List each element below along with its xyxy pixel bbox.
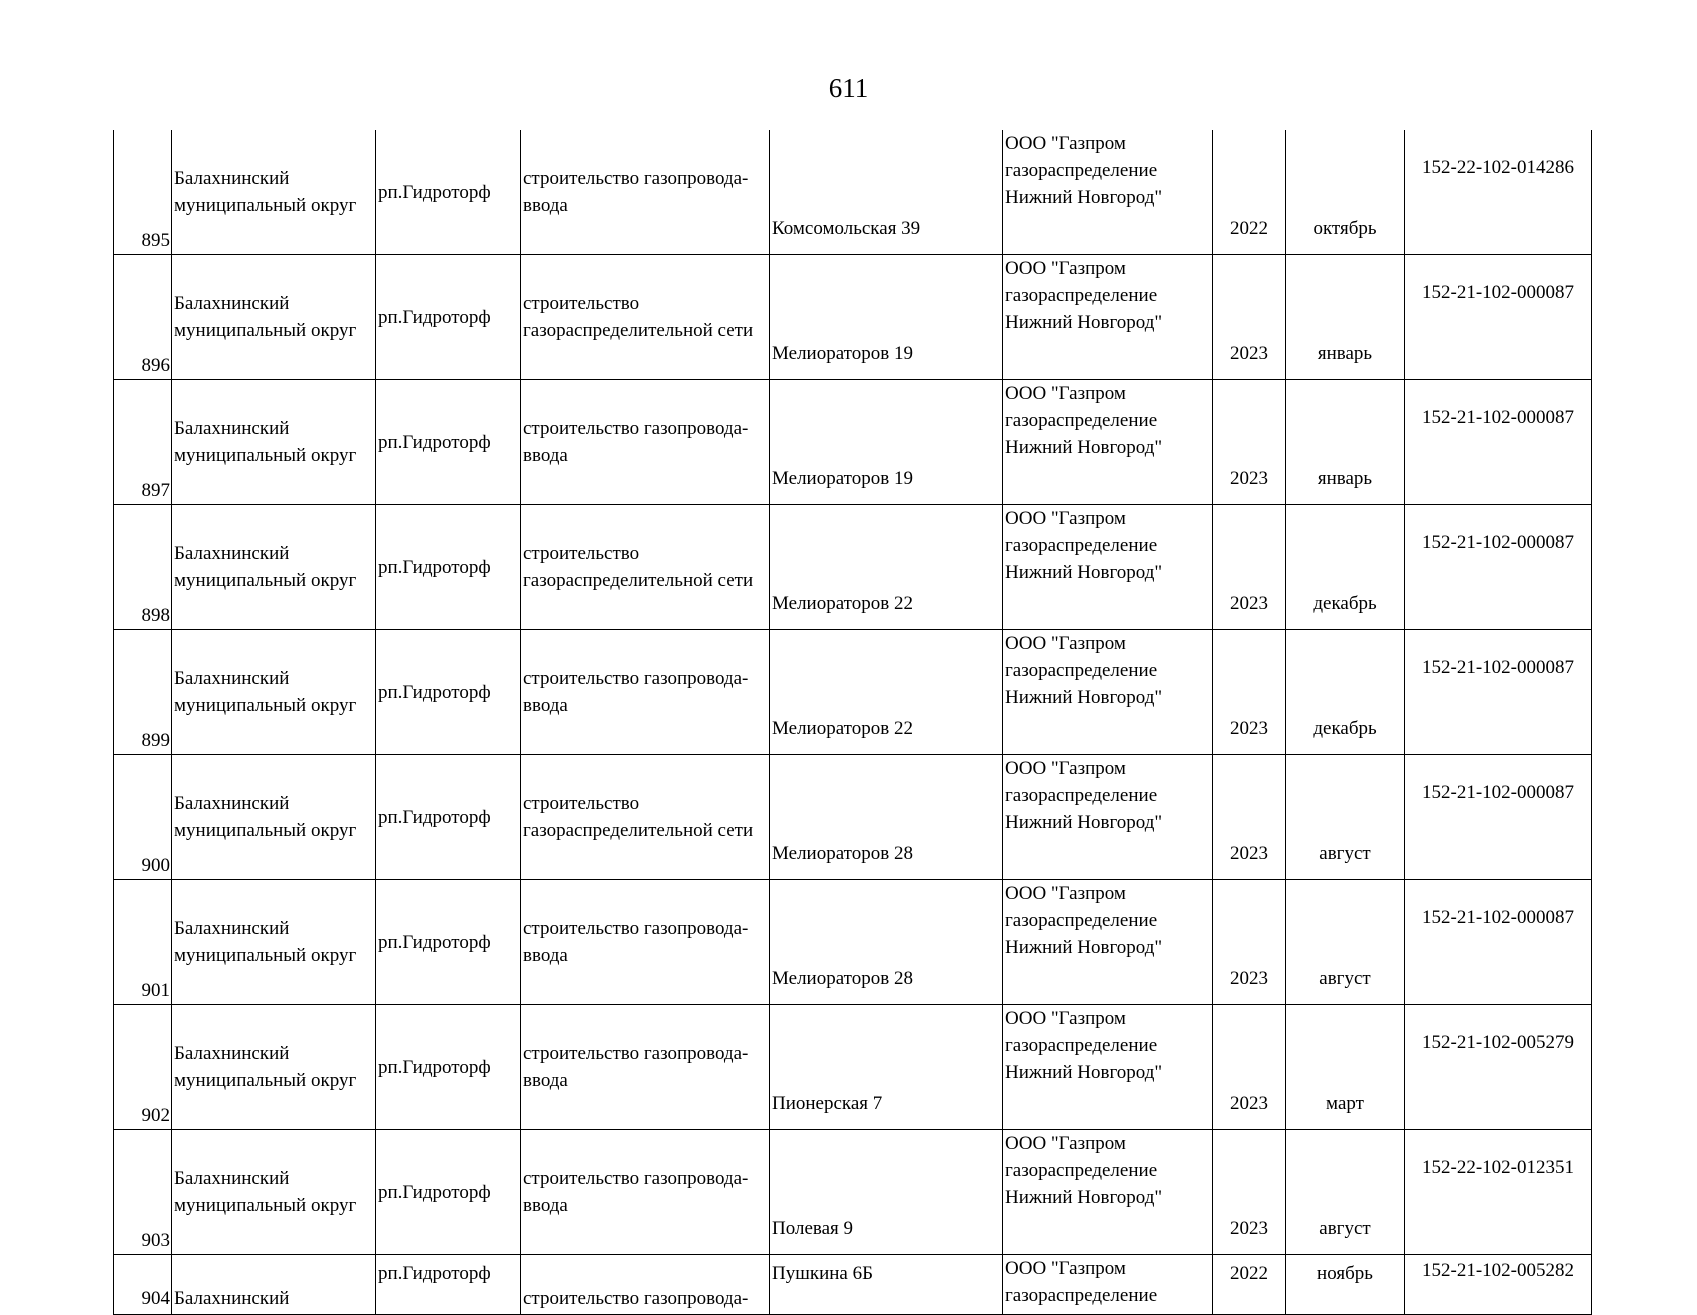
address-cell: Мелиораторов 28 — [770, 755, 1003, 880]
month-cell: август — [1286, 880, 1405, 1005]
row-number: 897 — [114, 380, 172, 505]
code-cell: 152-21-102-000087 — [1405, 505, 1592, 630]
month-cell: декабрь — [1286, 505, 1405, 630]
row-number: 900 — [114, 755, 172, 880]
organization-cell: ООО "Газпром газораспределение Нижний Новгород" — [1003, 630, 1213, 755]
month-cell: ноябрь — [1286, 1255, 1405, 1315]
work-type-cell: строительство газопровода- ввода — [521, 1130, 770, 1255]
work-type-cell: строительство газопровода- — [521, 1255, 770, 1315]
address-cell: Полевая 9 — [770, 1130, 1003, 1255]
table-row — [114, 1255, 1592, 1315]
row-number: 903 — [114, 1130, 172, 1255]
year-cell: 2023 — [1213, 505, 1286, 630]
row-number: 896 — [114, 255, 172, 380]
organization-cell: ООО "Газпром газораспределение Нижний Новгород" — [1003, 380, 1213, 505]
code-cell: 152-22-102-014286 — [1405, 130, 1592, 255]
year-cell: 2022 — [1213, 1255, 1286, 1315]
code-cell: 152-21-102-000087 — [1405, 630, 1592, 755]
page-number: 611 — [828, 73, 869, 103]
address-cell: Мелиораторов 22 — [770, 630, 1003, 755]
organization-cell: ООО "Газпром газораспределение — [1003, 1255, 1213, 1315]
settlement-cell: рп.Гидроторф — [376, 880, 521, 1005]
district-cell: Балахнинский муниципальный округ — [172, 130, 376, 255]
work-type-cell: строительство газопровода- ввода — [521, 630, 770, 755]
table-row — [114, 1130, 1592, 1255]
year-cell: 2023 — [1213, 755, 1286, 880]
organization-cell: ООО "Газпром газораспределение Нижний Новгород" — [1003, 505, 1213, 630]
row-number: 898 — [114, 505, 172, 630]
row-number: 901 — [114, 880, 172, 1005]
work-type-cell: строительство газораспределительной сети — [521, 255, 770, 380]
settlement-cell: рп.Гидроторф — [376, 505, 521, 630]
month-cell: декабрь — [1286, 630, 1405, 755]
work-type-cell: строительство газопровода- ввода — [521, 130, 770, 255]
code-cell: 152-21-102-005282 — [1405, 1255, 1592, 1315]
code-cell: 152-21-102-000087 — [1405, 255, 1592, 380]
address-cell: Мелиораторов 28 — [770, 880, 1003, 1005]
district-cell: Балахнинский муниципальный округ — [172, 505, 376, 630]
settlement-cell: рп.Гидроторф — [376, 755, 521, 880]
year-cell: 2023 — [1213, 1130, 1286, 1255]
code-cell: 152-22-102-012351 — [1405, 1130, 1592, 1255]
code-cell: 152-21-102-000087 — [1405, 380, 1592, 505]
month-cell: март — [1286, 1005, 1405, 1130]
gasification-schedule-table — [113, 130, 1592, 1315]
district-cell: Балахнинский муниципальный округ — [172, 255, 376, 380]
code-cell: 152-21-102-000087 — [1405, 880, 1592, 1005]
work-type-cell: строительство газопровода- ввода — [521, 380, 770, 505]
row-number: 902 — [114, 1005, 172, 1130]
organization-cell: ООО "Газпром газораспределение Нижний Новгород" — [1003, 130, 1213, 255]
organization-cell: ООО "Газпром газораспределение Нижний Новгород" — [1003, 755, 1213, 880]
table-row — [114, 755, 1592, 880]
organization-cell: ООО "Газпром газораспределение Нижний Новгород" — [1003, 1130, 1213, 1255]
settlement-cell: рп.Гидроторф — [376, 1130, 521, 1255]
year-cell: 2023 — [1213, 1005, 1286, 1130]
work-type-cell: строительство газопровода- ввода — [521, 880, 770, 1005]
settlement-cell: рп.Гидроторф — [376, 1005, 521, 1130]
table-row — [114, 505, 1592, 630]
district-cell: Балахнинский муниципальный округ — [172, 755, 376, 880]
year-cell: 2023 — [1213, 255, 1286, 380]
month-cell: январь — [1286, 255, 1405, 380]
district-cell: Балахнинский муниципальный округ — [172, 380, 376, 505]
district-cell: Балахнинский — [172, 1255, 376, 1315]
settlement-cell: рп.Гидроторф — [376, 1255, 521, 1315]
code-cell: 152-21-102-000087 — [1405, 755, 1592, 880]
table-row — [114, 630, 1592, 755]
year-cell: 2023 — [1213, 380, 1286, 505]
address-cell: Мелиораторов 19 — [770, 380, 1003, 505]
month-cell: январь — [1286, 380, 1405, 505]
address-cell: Пушкина 6Б — [770, 1255, 1003, 1315]
code-cell: 152-21-102-005279 — [1405, 1005, 1592, 1130]
district-cell: Балахнинский муниципальный округ — [172, 630, 376, 755]
work-type-cell: строительство газопровода- ввода — [521, 1005, 770, 1130]
row-number: 904 — [114, 1255, 172, 1315]
settlement-cell: рп.Гидроторф — [376, 630, 521, 755]
row-number: 899 — [114, 630, 172, 755]
address-cell: Комсомольская 39 — [770, 130, 1003, 255]
table-row — [114, 880, 1592, 1005]
work-type-cell: строительство газораспределительной сети — [521, 505, 770, 630]
month-cell: октябрь — [1286, 130, 1405, 255]
row-number: 895 — [114, 130, 172, 255]
district-cell: Балахнинский муниципальный округ — [172, 1005, 376, 1130]
month-cell: август — [1286, 1130, 1405, 1255]
address-cell: Мелиораторов 22 — [770, 505, 1003, 630]
work-type-cell: строительство газораспределительной сети — [521, 755, 770, 880]
table-row — [114, 380, 1592, 505]
settlement-cell: рп.Гидроторф — [376, 130, 521, 255]
organization-cell: ООО "Газпром газораспределение Нижний Новгород" — [1003, 880, 1213, 1005]
organization-cell: ООО "Газпром газораспределение Нижний Новгород" — [1003, 255, 1213, 380]
year-cell: 2022 — [1213, 130, 1286, 255]
year-cell: 2023 — [1213, 630, 1286, 755]
address-cell: Мелиораторов 19 — [770, 255, 1003, 380]
address-cell: Пионерская 7 — [770, 1005, 1003, 1130]
district-cell: Балахнинский муниципальный округ — [172, 880, 376, 1005]
table-row — [114, 130, 1592, 255]
organization-cell: ООО "Газпром газораспределение Нижний Новгород" — [1003, 1005, 1213, 1130]
district-cell: Балахнинский муниципальный округ — [172, 1130, 376, 1255]
year-cell: 2023 — [1213, 880, 1286, 1005]
settlement-cell: рп.Гидроторф — [376, 255, 521, 380]
table-row — [114, 1005, 1592, 1130]
month-cell: август — [1286, 755, 1405, 880]
table-row — [114, 255, 1592, 380]
settlement-cell: рп.Гидроторф — [376, 380, 521, 505]
